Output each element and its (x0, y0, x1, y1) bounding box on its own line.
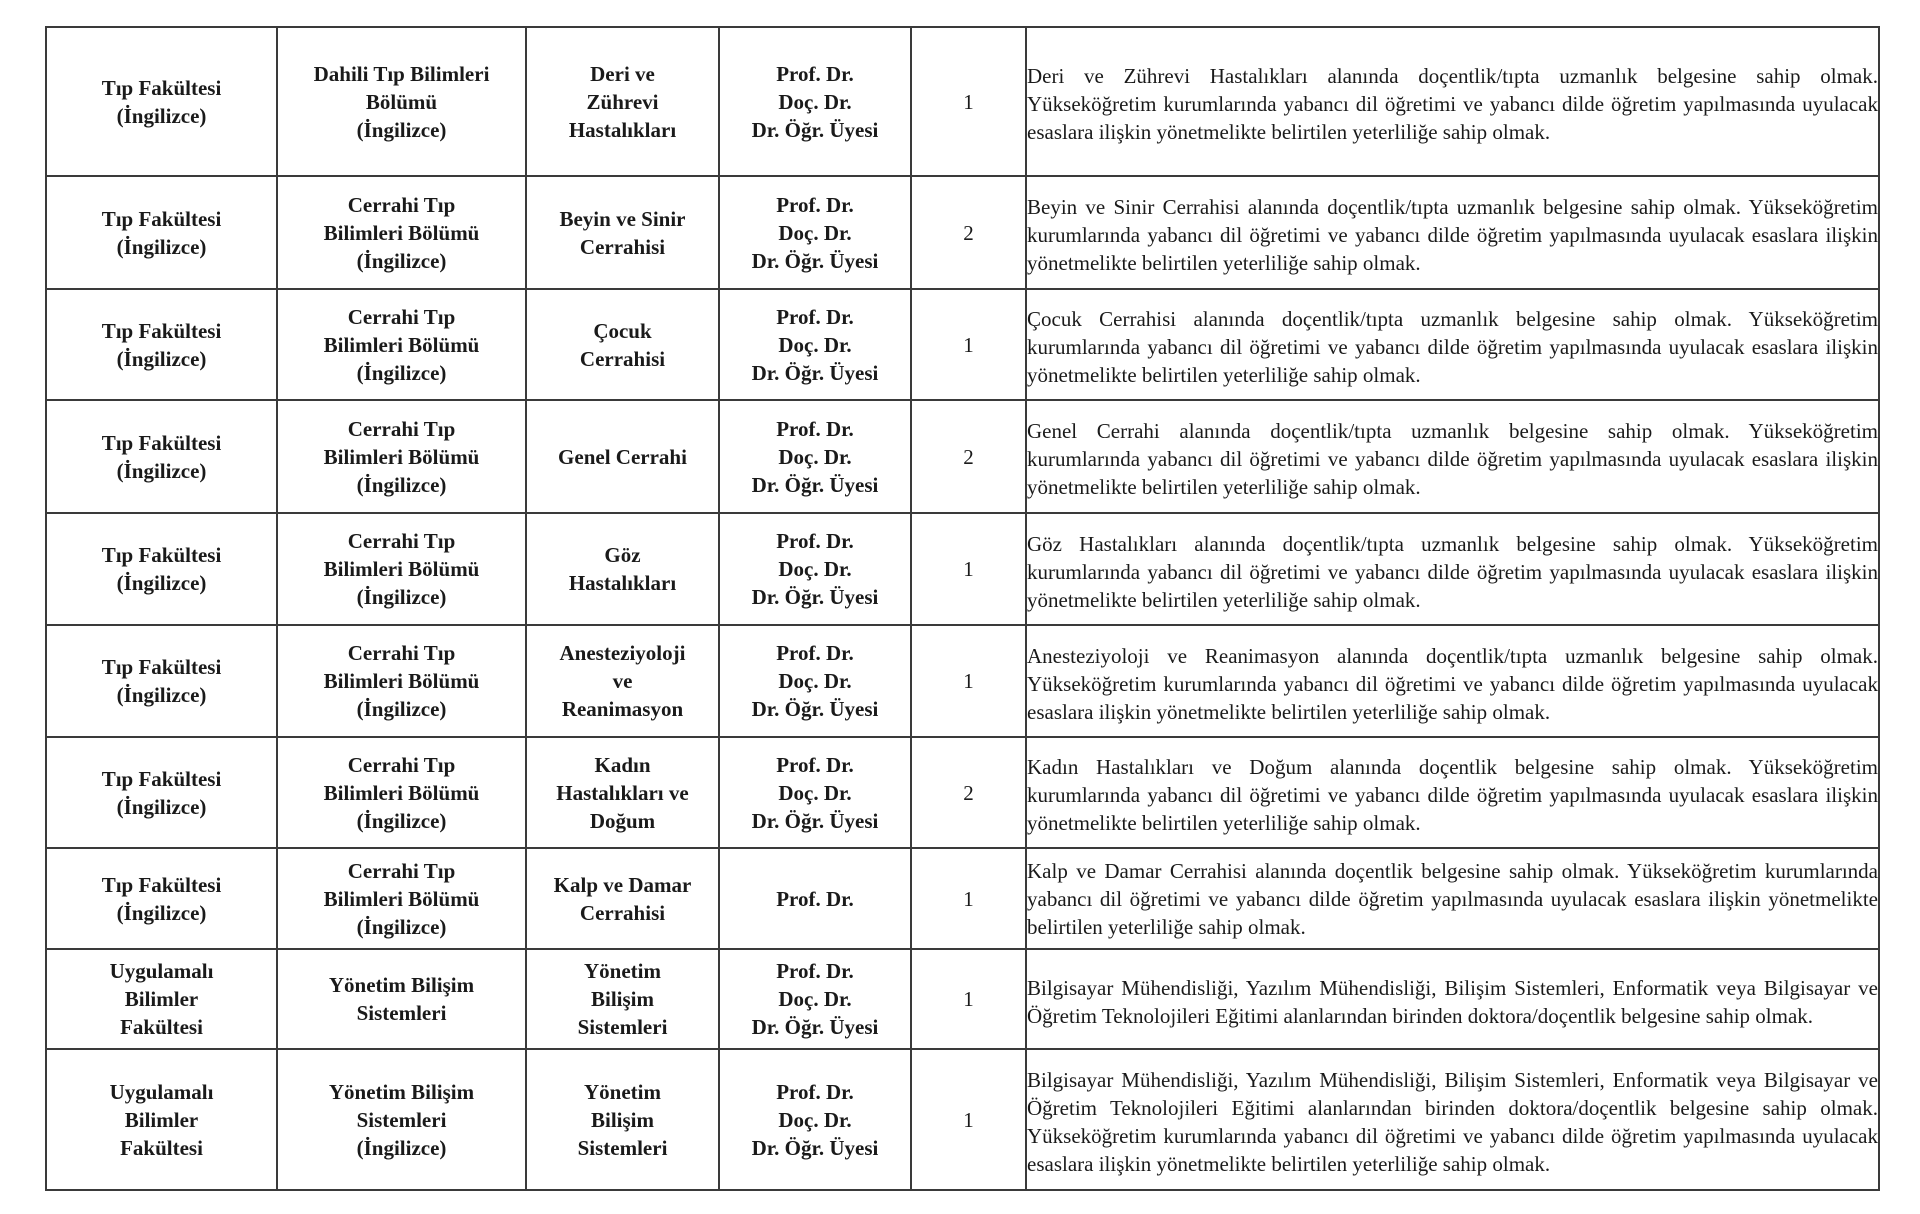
field-line: Bilişim (590, 1107, 654, 1132)
field-line: Bilişim (590, 987, 654, 1011)
position-count-cell: 1 (911, 289, 1026, 400)
requirements-cell (1026, 289, 1879, 400)
table-row (46, 625, 1879, 737)
titles-line: Dr. Öğr. Üyesi (751, 117, 879, 142)
department-line: Bilimleri Bölümü (323, 780, 480, 805)
faculty-line: (İngilizce) (116, 458, 207, 483)
position-count-cell: 2 (911, 176, 1026, 289)
faculty-line: Tıp Fakültesi (101, 766, 222, 791)
field-line: Hastalıkları (568, 117, 677, 142)
field-line: Deri ve (590, 61, 655, 86)
faculty-line: Tıp Fakültesi (101, 206, 222, 231)
field-cell (526, 625, 719, 737)
field-line: Sistemleri (577, 1135, 668, 1160)
field-line: Beyin ve Sinir (559, 206, 686, 231)
academic-titles-cell (719, 737, 911, 848)
titles-line: Doç. Dr. (778, 332, 852, 357)
academic-staff-table (45, 26, 1880, 1191)
table-row (46, 289, 1879, 400)
field-cell (526, 176, 719, 289)
titles-line: Dr. Öğr. Üyesi (751, 472, 879, 497)
titles-line: Dr. Öğr. Üyesi (751, 697, 879, 721)
field-line: Cerrahisi (579, 346, 666, 371)
faculty-line: Tıp Fakültesi (101, 655, 222, 679)
position-count-cell: 2 (911, 400, 1026, 513)
department-line: Cerrahi Tıp (347, 529, 456, 553)
field-line: Hastalıkları ve (556, 780, 689, 805)
titles-line: Prof. Dr. (776, 304, 854, 329)
requirements-text: Deri ve Zührevi Hastalıkları alanında doçentlik/tıpta uzmanlık belgesine sahip olmak. Yükseköğretim kurumlarında yabancı dil öğretimi ve yabancı dilde öğretim yapılmasında uyulacak esaslara ilişkin yönetmelikte belirtilen yeterliliğe sahip olmak. (1027, 64, 1878, 144)
requirements-cell (1026, 27, 1879, 176)
requirements-text: Bilgisayar Mühendisliği, Yazılım Mühendisliği, Bilişim Sistemleri, Enformatik veya Bilgisayar ve Öğretim Teknolojileri Eğitimi alanlarından birinden doktora/doçentlik belgesine sahip olmak. (1027, 975, 1878, 1028)
department-line: Sistemleri (356, 1107, 447, 1132)
faculty-line: (İngilizce) (116, 683, 207, 707)
academic-titles-cell (719, 27, 911, 176)
requirements-text: Genel Cerrahi alanında doçentlik/tıpta uzmanlık belgesine sahip olmak. Yükseköğretim kurumlarında yabancı dil öğretimi ve yabancı dilde öğretim yapılmasında uyulacak esaslara ilişkin yönetmelikte belirtilen yeterliliğe sahip olmak. (1027, 419, 1878, 499)
department-cell (277, 1049, 526, 1190)
table-row (46, 949, 1879, 1049)
requirements-text: Göz Hastalıkları alanında doçentlik/tıpta uzmanlık belgesine sahip olmak. Yükseköğretim kurumlarında yabancı dil öğretimi ve yabancı dilde öğretim yapılmasında uyulacak esaslara ilişkin yönetmelikte belirtilen yeterliliğe sahip olmak. (1027, 531, 1878, 612)
department-line: Bölümü (365, 89, 438, 114)
titles-line: Dr. Öğr. Üyesi (751, 1135, 879, 1160)
department-line: Cerrahi Tıp (347, 416, 456, 441)
faculty-cell (46, 1049, 277, 1190)
field-cell (526, 1049, 719, 1190)
department-cell (277, 176, 526, 289)
titles-line: Prof. Dr. (776, 1079, 854, 1104)
faculty-cell (46, 625, 277, 737)
department-cell (277, 625, 526, 737)
department-line: Bilimleri Bölümü (323, 669, 480, 693)
faculty-line: Uygulamalı (109, 959, 214, 983)
titles-line: Prof. Dr. (776, 641, 854, 665)
faculty-line: Tıp Fakültesi (101, 872, 222, 897)
titles-line: Doç. Dr. (778, 89, 852, 114)
requirements-text: Beyin ve Sinir Cerrahisi alanında doçentlik/tıpta uzmanlık belgesine sahip olmak. Yükseköğretim kurumlarında yabancı dil öğretimi ve yabancı dilde öğretim yapılmasında uyulacak esaslara ilişkin yönetmelikte belirtilen yeterliliğe sahip olmak. (1027, 195, 1878, 275)
field-line: Hastalıkları (568, 571, 677, 595)
faculty-line: Tıp Fakültesi (101, 75, 222, 100)
field-line: ve (612, 669, 633, 693)
titles-line: Doç. Dr. (778, 780, 852, 805)
faculty-line: Fakültesi (120, 1015, 203, 1039)
field-cell (526, 513, 719, 625)
table-row (46, 737, 1879, 848)
field-line: Anesteziyoloji (559, 641, 686, 665)
titles-line: Dr. Öğr. Üyesi (751, 1015, 879, 1039)
department-line: Cerrahi Tıp (347, 752, 456, 777)
field-line: Sistemleri (577, 1015, 668, 1039)
titles-line: Prof. Dr. (776, 416, 854, 441)
faculty-line: Tıp Fakültesi (101, 430, 222, 455)
requirements-text: Çocuk Cerrahisi alanında doçentlik/tıpta uzmanlık belgesine sahip olmak. Yükseköğretim kurumlarında yabancı dil öğretimi ve yabancı dilde öğretim yapılmasında uyulacak esaslara ilişkin yönetmelikte belirtilen yeterliliğe sahip olmak. (1027, 307, 1878, 387)
titles-line: Prof. Dr. (776, 192, 854, 217)
position-count-cell: 1 (911, 513, 1026, 625)
faculty-line: (İngilizce) (116, 346, 207, 371)
department-line: Bilimleri Bölümü (323, 886, 480, 911)
table-row (46, 1049, 1879, 1190)
titles-line: Doç. Dr. (778, 557, 852, 581)
requirements-cell (1026, 176, 1879, 289)
field-line: Yönetim (584, 959, 661, 983)
faculty-cell (46, 289, 277, 400)
faculty-line: Fakültesi (120, 1135, 203, 1160)
table-row (46, 27, 1879, 176)
academic-titles-cell (719, 289, 911, 400)
faculty-cell (46, 400, 277, 513)
department-line: Bilimleri Bölümü (323, 332, 480, 357)
academic-titles-cell (719, 1049, 911, 1190)
faculty-line: (İngilizce) (116, 103, 207, 128)
field-line: Çocuk (593, 318, 652, 343)
department-cell (277, 513, 526, 625)
field-cell (526, 27, 719, 176)
faculty-cell (46, 737, 277, 848)
requirements-cell (1026, 400, 1879, 513)
titles-line: Dr. Öğr. Üyesi (751, 585, 879, 609)
titles-line: Prof. Dr. (776, 752, 854, 777)
department-line: Yönetim Bilişim (328, 973, 475, 997)
department-cell (277, 289, 526, 400)
academic-titles-cell (719, 848, 911, 949)
requirements-cell (1026, 949, 1879, 1049)
requirements-text: Bilgisayar Mühendisliği, Yazılım Mühendisliği, Bilişim Sistemleri, Enformatik veya Bilgisayar ve Öğretim Teknolojileri Eğitimi alanlarından birinden doktora/doçentlik belgesine sahip olmak. Yükseköğretim kurumlarında yabancı dil öğretimi ve yabancı dilde öğretim yapılmasında uyulacak esaslara ilişkin yönetmelikte belirtilen yeterliliğe sahip olmak. (1027, 1068, 1878, 1176)
faculty-line: (İngilizce) (116, 571, 207, 595)
faculty-line: Tıp Fakültesi (101, 318, 222, 343)
titles-line: Prof. Dr. (776, 959, 854, 983)
department-line: Dahili Tıp Bilimleri (313, 61, 490, 86)
position-count-cell: 2 (911, 737, 1026, 848)
faculty-cell (46, 949, 277, 1049)
department-line: (İngilizce) (356, 808, 447, 833)
field-line: Cerrahisi (579, 234, 666, 259)
titles-line: Prof. Dr. (776, 886, 854, 911)
faculty-cell (46, 176, 277, 289)
table-row (46, 848, 1879, 949)
faculty-line: Bilimler (124, 1107, 199, 1132)
table-row (46, 400, 1879, 513)
requirements-text: Kadın Hastalıkları ve Doğum alanında doçentlik belgesine sahip olmak. Yükseköğretim kurumlarında yabancı dil öğretimi ve yabancı dilde öğretim yapılmasında uyulacak esaslara ilişkin yönetmelikte belirtilen yeterliliğe sahip olmak. (1027, 755, 1878, 835)
titles-line: Doç. Dr. (778, 1107, 852, 1132)
requirements-cell (1026, 513, 1879, 625)
titles-line: Doç. Dr. (778, 220, 852, 245)
titles-line: Dr. Öğr. Üyesi (751, 248, 879, 273)
department-cell (277, 27, 526, 176)
field-line: Reanimasyon (561, 697, 684, 721)
academic-titles-cell (719, 176, 911, 289)
titles-line: Prof. Dr. (776, 529, 854, 553)
academic-titles-cell (719, 625, 911, 737)
faculty-line: (İngilizce) (116, 794, 207, 819)
position-count-cell: 1 (911, 848, 1026, 949)
department-line: Bilimleri Bölümü (323, 220, 480, 245)
titles-line: Prof. Dr. (776, 61, 854, 86)
position-count-cell: 1 (911, 27, 1026, 176)
department-cell (277, 400, 526, 513)
department-line: Cerrahi Tıp (347, 192, 456, 217)
academic-titles-cell (719, 949, 911, 1049)
department-line: Cerrahi Tıp (347, 304, 456, 329)
requirements-cell (1026, 848, 1879, 949)
academic-titles-cell (719, 513, 911, 625)
table-row (46, 513, 1879, 625)
department-line: (İngilizce) (356, 697, 447, 721)
faculty-line: Bilimler (124, 987, 199, 1011)
field-line: Doğum (589, 808, 656, 833)
faculty-cell (46, 513, 277, 625)
requirements-cell (1026, 737, 1879, 848)
position-count-cell: 1 (911, 625, 1026, 737)
department-line: Cerrahi Tıp (347, 641, 456, 665)
titles-line: Doç. Dr. (778, 987, 852, 1011)
department-line: Bilimleri Bölümü (323, 557, 480, 581)
department-line: (İngilizce) (356, 585, 447, 609)
department-line: (İngilizce) (356, 117, 447, 142)
field-cell (526, 848, 719, 949)
department-line: Yönetim Bilişim (328, 1079, 475, 1104)
faculty-line: (İngilizce) (116, 234, 207, 259)
department-line: Sistemleri (356, 1001, 447, 1025)
field-line: Zührevi (586, 89, 659, 114)
field-line: Cerrahisi (579, 900, 666, 925)
titles-line: Dr. Öğr. Üyesi (751, 808, 879, 833)
faculty-line: Tıp Fakültesi (101, 543, 222, 567)
titles-line: Doç. Dr. (778, 444, 852, 469)
requirements-text: Anesteziyoloji ve Reanimasyon alanında doçentlik/tıpta uzmanlık belgesine sahip olmak. Yükseköğretim kurumlarında yabancı dil öğretimi ve yabancı dilde öğretim yapılmasında uyulacak esaslara ilişkin yönetmelikte belirtilen yeterliliğe sahip olmak. (1027, 643, 1878, 724)
position-count-cell: 1 (911, 1049, 1026, 1190)
field-line: Yönetim (584, 1079, 661, 1104)
field-line: Genel Cerrahi (558, 444, 687, 469)
requirements-cell (1026, 1049, 1879, 1190)
department-line: (İngilizce) (356, 1135, 447, 1160)
department-line: Cerrahi Tıp (347, 858, 456, 883)
department-cell (277, 848, 526, 949)
department-line: Bilimleri Bölümü (323, 444, 480, 469)
department-line: (İngilizce) (356, 360, 447, 385)
field-cell (526, 737, 719, 848)
field-cell (526, 949, 719, 1049)
faculty-line: (İngilizce) (116, 900, 207, 925)
department-cell (277, 949, 526, 1049)
requirements-cell (1026, 625, 1879, 737)
table-row (46, 176, 1879, 289)
field-line: Kalp ve Damar (553, 872, 692, 897)
faculty-line: Uygulamalı (109, 1079, 214, 1104)
department-line: (İngilizce) (356, 472, 447, 497)
academic-titles-cell (719, 400, 911, 513)
field-line: Göz (604, 543, 641, 567)
faculty-cell (46, 848, 277, 949)
position-count-cell: 1 (911, 949, 1026, 1049)
field-line: Kadın (594, 752, 651, 777)
table-body (46, 27, 1879, 1190)
titles-line: Doç. Dr. (778, 669, 852, 693)
titles-line: Dr. Öğr. Üyesi (751, 360, 879, 385)
faculty-cell (46, 27, 277, 176)
field-cell (526, 289, 719, 400)
department-line: (İngilizce) (356, 248, 447, 273)
requirements-text: Kalp ve Damar Cerrahisi alanında doçentlik belgesine sahip olmak. Yükseköğretim kurumlarında yabancı dil öğretimi ve yabancı dilde öğretim yapılmasında uyulacak esaslara ilişkin yönetmelikte belirtilen yeterliliğe sahip olmak. (1027, 858, 1878, 939)
department-cell (277, 737, 526, 848)
field-cell (526, 400, 719, 513)
department-line: (İngilizce) (356, 914, 447, 939)
